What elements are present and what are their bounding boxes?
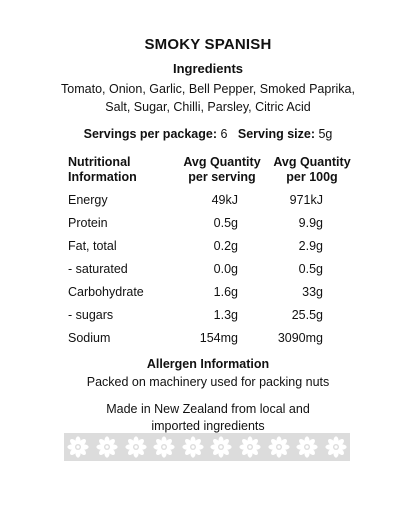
nutrient-label: Energy	[68, 193, 108, 207]
table-row	[68, 262, 358, 280]
header-label-line-1: Nutritional	[68, 155, 131, 169]
allergen-heading: Allergen Information	[146, 357, 270, 371]
header-serving-line-1: Avg Quantity	[183, 155, 261, 169]
table-row	[68, 216, 358, 234]
header-100g-line-1: Avg Quantity	[273, 155, 351, 169]
flower-icon	[152, 435, 176, 459]
per-serving-value: 0.0g	[213, 262, 238, 276]
nutrient-label: Protein	[68, 216, 108, 230]
ingredients-line-2: Salt, Sugar, Chilli, Parsley, Citric Acid	[105, 100, 311, 114]
per-100g-value: 25.5g	[291, 308, 323, 322]
ingredients-heading: Ingredients	[172, 61, 244, 76]
decorative-flower-band	[64, 433, 350, 461]
per-100g-value: 2.9g	[298, 239, 323, 253]
servings-per-package-value: 6	[220, 127, 228, 141]
nutrient-label: Carbohydrate	[68, 285, 144, 299]
flower-icon	[181, 435, 205, 459]
per-serving-value: 0.2g	[213, 239, 238, 253]
header-per-serving	[178, 155, 266, 185]
header-serving-line-2: per serving	[188, 170, 256, 184]
per-100g-value: 0.5g	[298, 262, 323, 276]
table-row	[68, 285, 358, 303]
flower-icon	[295, 435, 319, 459]
per-100g-value: 33g	[302, 285, 323, 299]
table-row	[68, 193, 358, 211]
origin-line-2: imported ingredients	[151, 419, 265, 433]
servings-per-package-label: Servings per package:	[83, 127, 218, 141]
table-row	[68, 331, 358, 349]
product-title: SMOKY SPANISH	[144, 36, 272, 53]
origin-line-1: Made in New Zealand from local and	[106, 402, 310, 416]
ingredients-line-1: Tomato, Onion, Garlic, Bell Pepper, Smoked Paprika,	[61, 82, 355, 96]
per-100g-value: 3090mg	[277, 331, 323, 345]
nutrient-label: Sodium	[68, 331, 111, 345]
flower-icon	[209, 435, 233, 459]
flower-icon	[95, 435, 119, 459]
table-row	[68, 308, 358, 326]
nutrient-label: - saturated	[68, 262, 128, 276]
per-serving-value: 1.6g	[213, 285, 238, 299]
serving-size-value: 5g	[318, 127, 333, 141]
flower-icon	[324, 435, 348, 459]
per-serving-value: 1.3g	[213, 308, 238, 322]
per-serving-value: 0.5g	[213, 216, 238, 230]
header-nutritional-information	[68, 155, 178, 185]
table-row	[68, 239, 358, 257]
per-100g-value: 9.9g	[298, 216, 323, 230]
nutrient-label: Fat, total	[68, 239, 117, 253]
servings-info	[0, 127, 416, 141]
header-label-line-2: Information	[68, 170, 137, 184]
serving-size-label: Serving size:	[237, 127, 315, 141]
flower-icon	[267, 435, 291, 459]
per-serving-value: 154mg	[199, 331, 238, 345]
flower-icon	[124, 435, 148, 459]
flower-icon	[238, 435, 262, 459]
per-100g-value: 971kJ	[289, 193, 323, 207]
header-per-100g	[266, 155, 358, 185]
nutrient-label: - sugars	[68, 308, 114, 322]
header-100g-line-2: per 100g	[286, 170, 338, 184]
allergen-text: Packed on machinery used for packing nuts	[86, 375, 330, 389]
flower-icon	[66, 435, 90, 459]
per-serving-value: 49kJ	[211, 193, 238, 207]
